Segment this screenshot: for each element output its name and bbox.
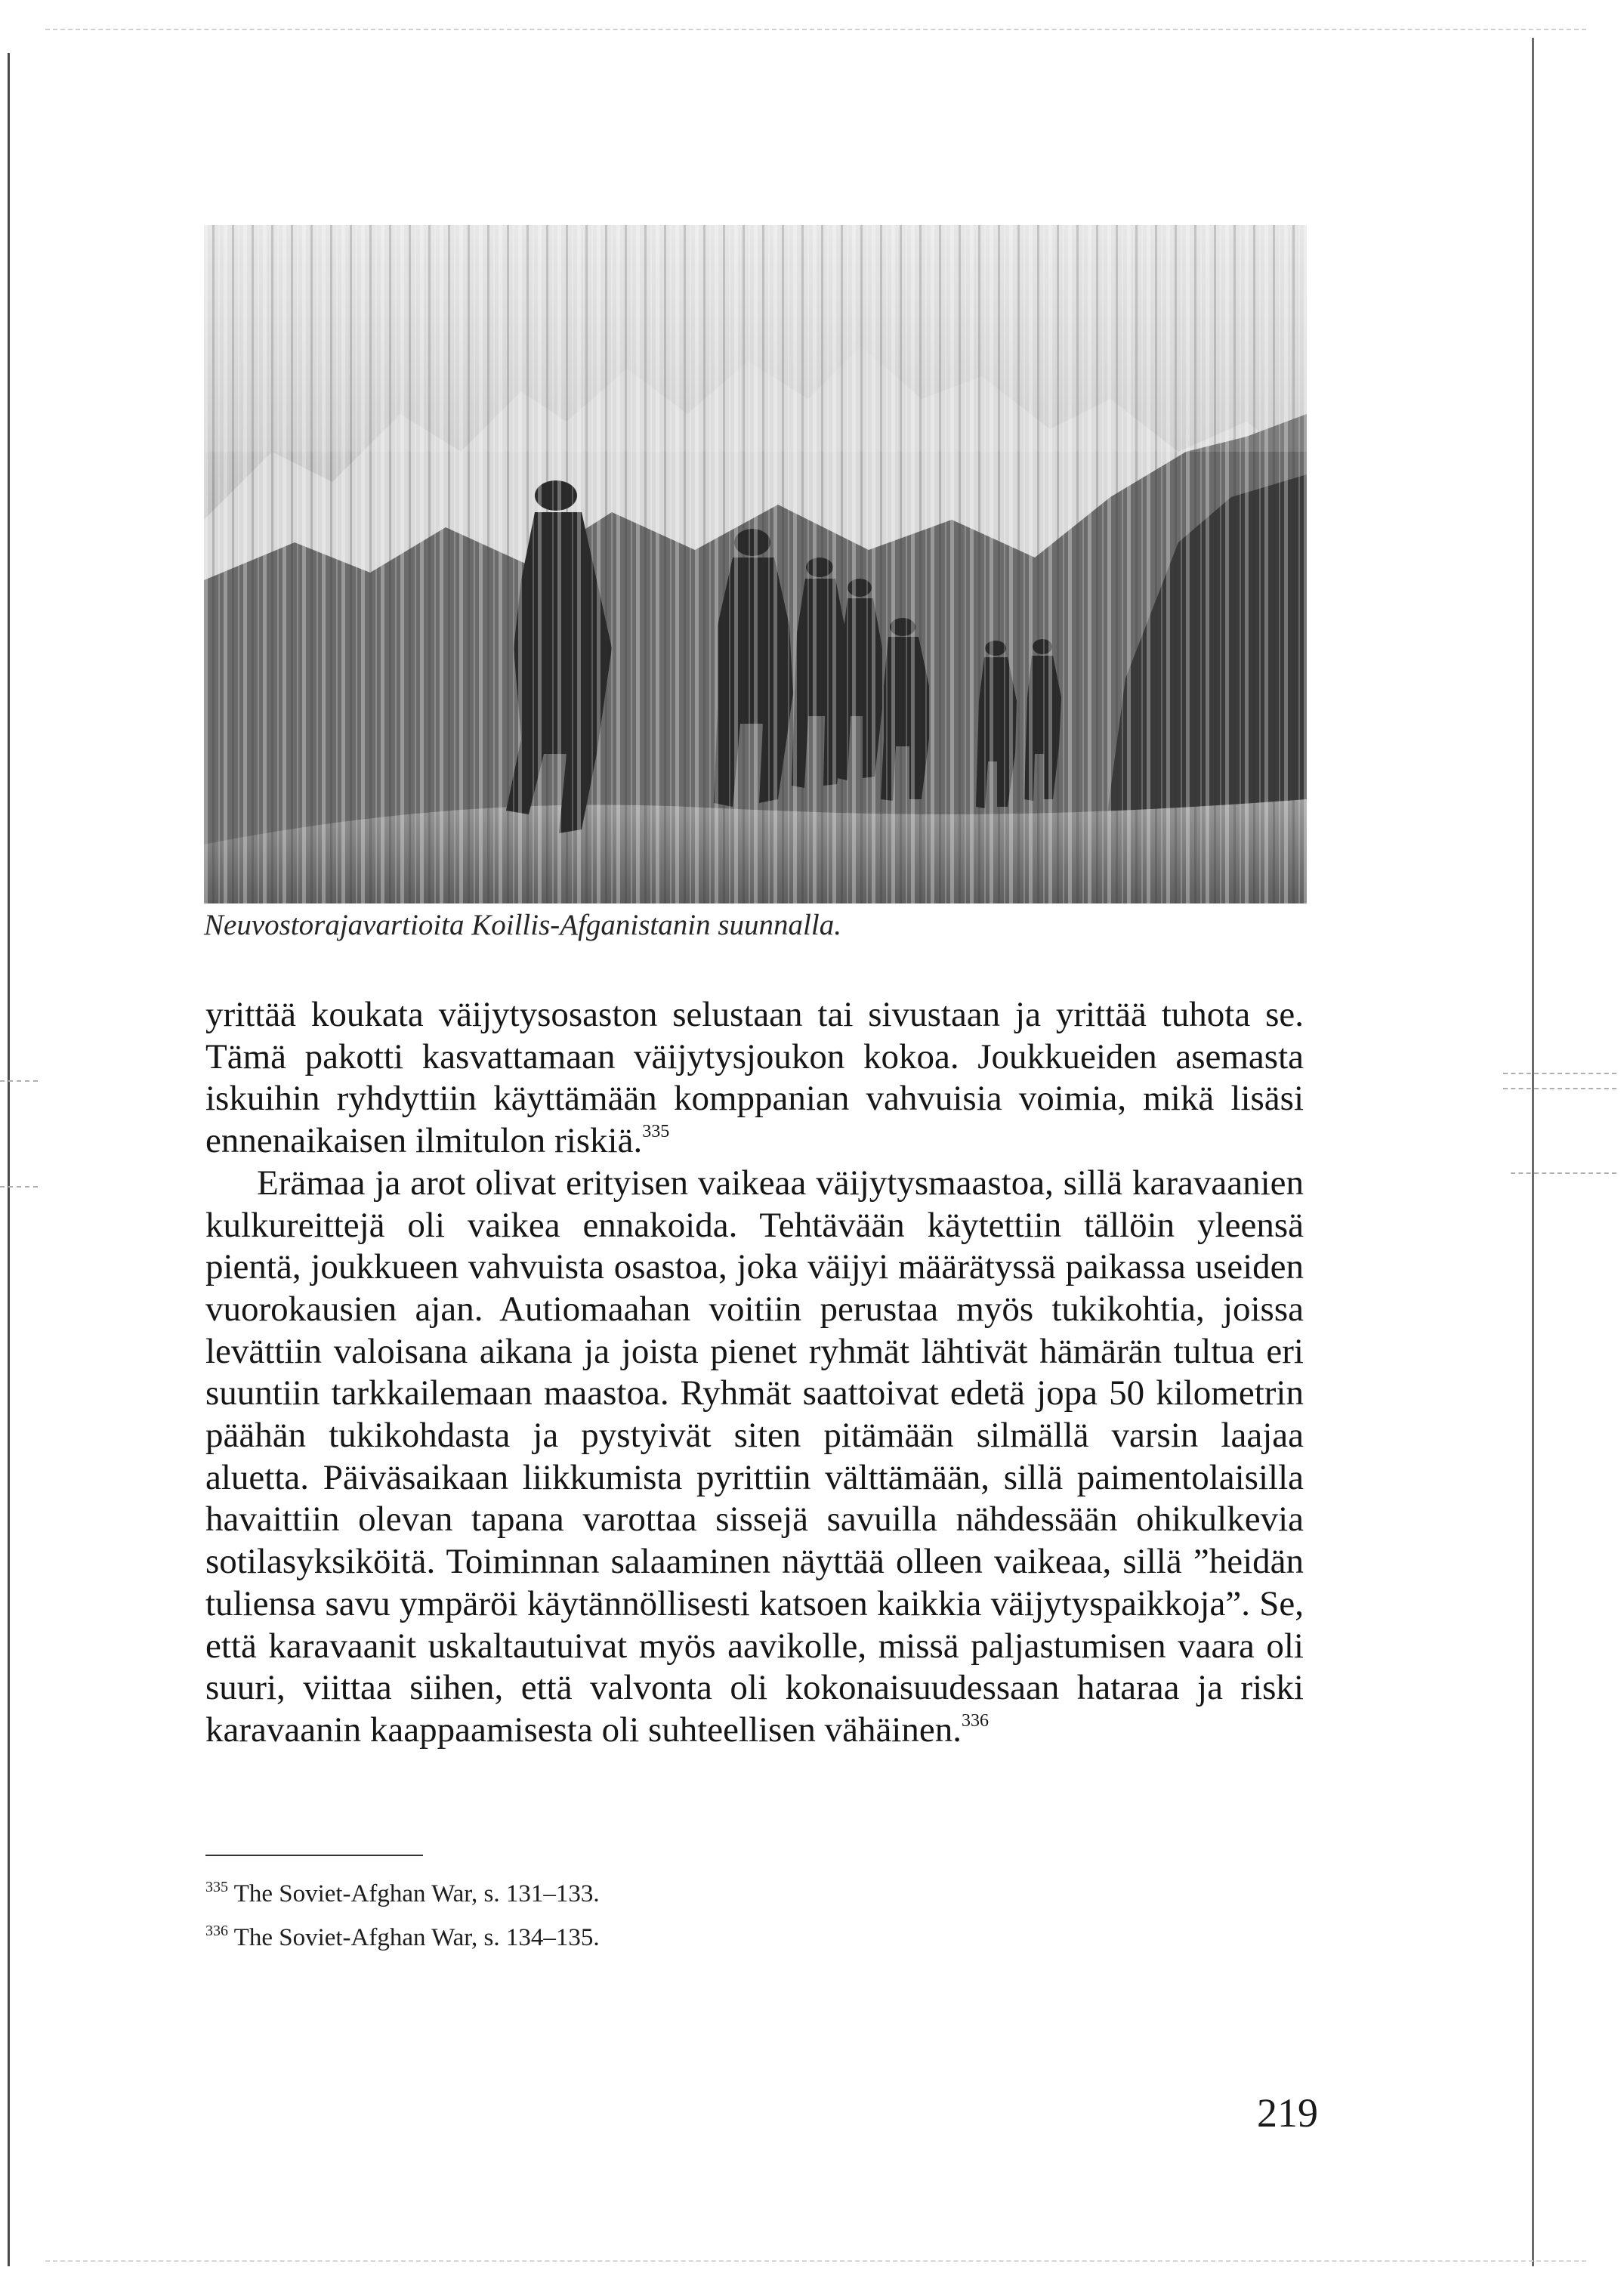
footnote-number: 336 [205, 1923, 228, 1939]
scan-mark [1503, 1088, 1616, 1089]
scan-mark [1503, 1073, 1616, 1074]
paragraph-text: yrittää koukata väijytysosaston selustaan tai sivustaan ja yrittää tuhota se. Tämä pakotti kasvattamaan väijytysjoukon kokoa. Joukkueiden asemasta iskuihin ryhdyttiin käyttämään komppanian vahvuisia voimia, mikä lisäsi ennenaikaisen ilmitulon riskiä. [205, 995, 1304, 1161]
body-text [205, 994, 1304, 1752]
scan-mark [0, 1080, 38, 1082]
footnote-ref: 336 [961, 1710, 989, 1731]
footnote [205, 1872, 600, 1916]
scan-edge-top [45, 29, 1586, 30]
footnote-number: 335 [205, 1879, 228, 1895]
paragraph [205, 1163, 1304, 1752]
footnote [205, 1916, 600, 1960]
scan-mark [0, 1186, 38, 1188]
footnote-divider [205, 1855, 423, 1856]
scan-edge-left [8, 53, 10, 2266]
paragraph-text: Erämaa ja arot olivat erityisen vaikeaa väijytysmaastoa, sillä karavaanien kulkureittejä oli vaikea ennakoida. Tehtävään käytettiin tällöin yleensä pientä, joukkueen vahvuista osastoa, joka väijyi määrätyssä paikassa useiden vuorokausien ajan. Autiomaahan voitiin perustaa myös tukikohtia, joissa levättiin valoisana aikana ja joista pienet ryhmät lähtivät hämärän tultua eri suuntiin tarkkailemaan maastoa. Ryhmät saattoivat edetä jopa 50 kilometrin päähän tukikohdasta ja pystyivät siten pitämään silmällä varsin laajaa aluetta. Päiväsaikaan liikkumista pyrittiin välttämään, sillä paimentolaisilla havaittiin olevan tapana varottaa sissejä savuilla nähdessään ohikulkevia sotilasyksiköitä. Toiminnan salaaminen näyttää olleen vaikeaa, sillä ”heidän tuliensa savu ympäröi käytännöllisesti katsoen kaikkia väijytyspaikkoja”. Se, että karavaanit uskaltautuivat myös aavikolle, missä paljastumisen vaara oli suuri, viittaa siihen, että valvonta oli kokonaisuudessaan hataraa ja riski karavaanin kaappaamisesta oli suhteellisen vähäinen. [205, 1163, 1304, 1750]
footnote-text: The Soviet-Afghan War, s. 131–133. [233, 1880, 600, 1907]
footnote-ref: 335 [642, 1122, 670, 1142]
scan-edge-bottom [45, 2260, 1586, 2262]
page-number: 219 [1257, 2090, 1318, 2136]
footnote-text: The Soviet-Afghan War, s. 134–135. [233, 1924, 600, 1951]
scan-edge-right [1532, 38, 1534, 2266]
figure-caption: Neuvostorajavartioita Koillis-Afganistanin suunnalla. [204, 909, 841, 941]
photograph [204, 225, 1307, 903]
scan-mark [1511, 1172, 1616, 1174]
paragraph [205, 994, 1304, 1163]
footnotes [205, 1872, 600, 1960]
